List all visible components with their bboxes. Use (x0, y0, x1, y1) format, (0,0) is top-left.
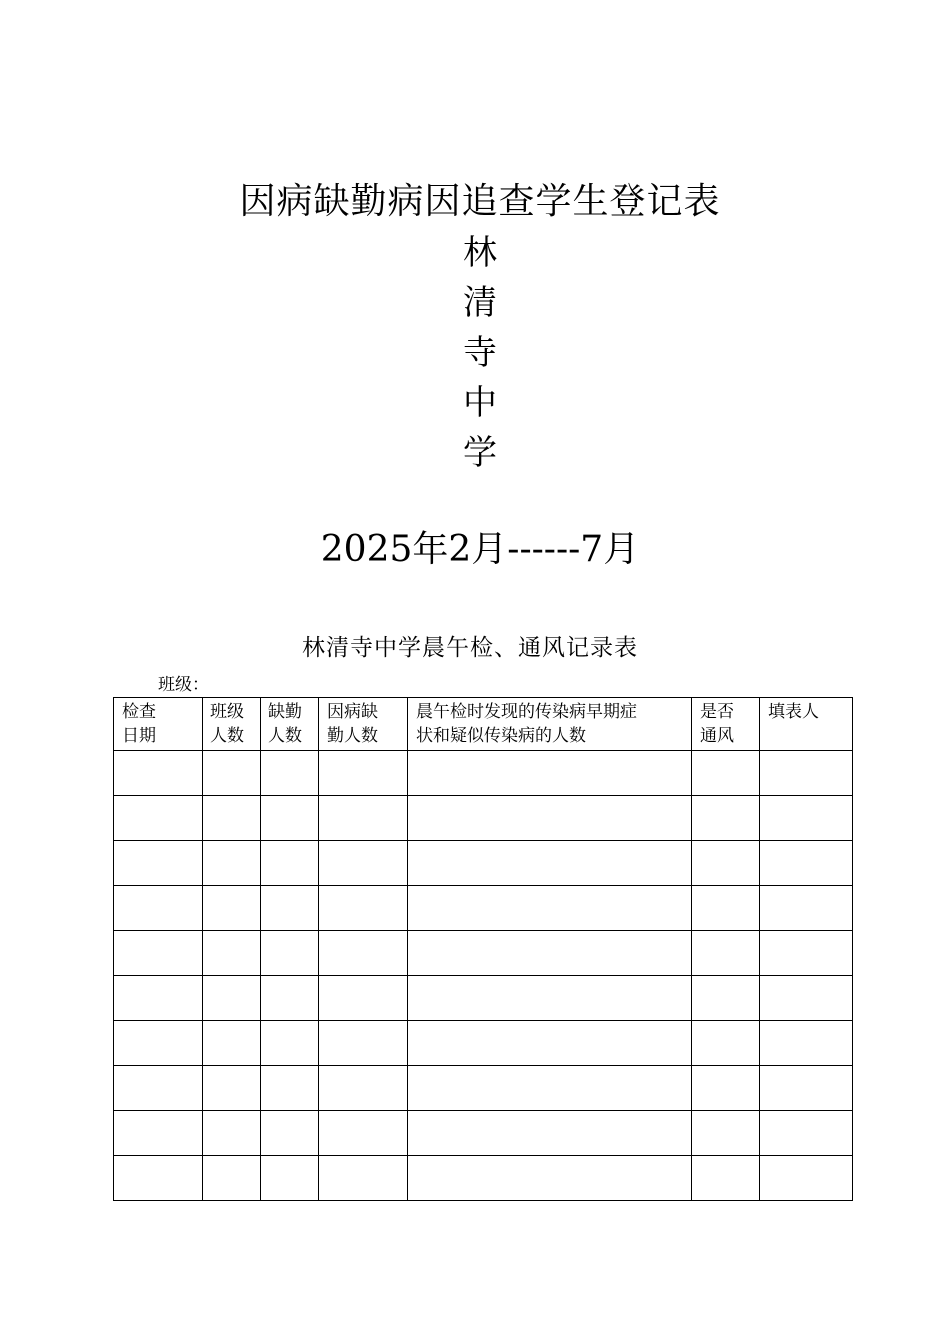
table-cell[interactable] (261, 1066, 319, 1111)
table-cell[interactable] (760, 931, 853, 976)
table-row (114, 886, 853, 931)
table-header-row (114, 698, 853, 751)
table-cell[interactable] (114, 886, 203, 931)
record-table (113, 697, 853, 1201)
header-class-size (203, 698, 261, 751)
table-cell[interactable] (692, 796, 760, 841)
table-cell[interactable] (319, 886, 408, 931)
table-cell[interactable] (408, 976, 692, 1021)
table-cell[interactable] (319, 931, 408, 976)
table-cell[interactable] (203, 931, 261, 976)
table-cell[interactable] (114, 1066, 203, 1111)
table-row (114, 1021, 853, 1066)
school-name-char: 清 (463, 283, 497, 323)
table-row (114, 841, 853, 886)
table-cell[interactable] (114, 1156, 203, 1201)
table-cell[interactable] (692, 931, 760, 976)
table-cell[interactable] (261, 751, 319, 796)
table-cell[interactable] (319, 796, 408, 841)
table-cell[interactable] (203, 1111, 261, 1156)
school-name-char: 学 (463, 433, 497, 473)
table-cell[interactable] (319, 1111, 408, 1156)
table-row (114, 976, 853, 1021)
table-cell[interactable] (114, 976, 203, 1021)
table-cell[interactable] (114, 841, 203, 886)
table-cell[interactable] (692, 751, 760, 796)
table-cell[interactable] (408, 751, 692, 796)
table-cell[interactable] (203, 1156, 261, 1201)
header-line: 日期 (122, 726, 156, 746)
header-line: 因病缺 (327, 702, 378, 722)
table-cell[interactable] (261, 841, 319, 886)
table-cell[interactable] (408, 1021, 692, 1066)
table-cell[interactable] (261, 976, 319, 1021)
table-cell[interactable] (760, 1156, 853, 1201)
header-check-date (114, 698, 203, 751)
table-cell[interactable] (760, 976, 853, 1021)
table-cell[interactable] (203, 886, 261, 931)
document-title: 因病缺勤病因追查学生登记表 (239, 181, 721, 222)
table-cell[interactable] (760, 751, 853, 796)
table-cell[interactable] (261, 1021, 319, 1066)
school-name-char: 中 (463, 383, 497, 423)
class-label: 班级： (158, 675, 209, 695)
header-ventilated (692, 698, 760, 751)
table-cell[interactable] (408, 796, 692, 841)
table-cell[interactable] (203, 841, 261, 886)
table-cell[interactable] (261, 1111, 319, 1156)
header-filled-by (760, 698, 853, 751)
header-symptoms-count (408, 698, 692, 751)
table-cell[interactable] (114, 796, 203, 841)
table-cell[interactable] (408, 1156, 692, 1201)
table-cell[interactable] (114, 931, 203, 976)
table-cell[interactable] (760, 841, 853, 886)
table-cell[interactable] (261, 886, 319, 931)
table-cell[interactable] (203, 796, 261, 841)
school-name-char: 林 (463, 233, 497, 273)
table-row (114, 1066, 853, 1111)
table-cell[interactable] (408, 1066, 692, 1111)
table-cell[interactable] (408, 1111, 692, 1156)
header-line: 人数 (268, 726, 302, 746)
table-cell[interactable] (692, 976, 760, 1021)
table-cell[interactable] (114, 751, 203, 796)
header-line: 晨午检时发现的传染病早期症 (416, 702, 637, 722)
table-cell[interactable] (408, 886, 692, 931)
table-cell[interactable] (692, 1066, 760, 1111)
table-title: 林清寺中学晨午检、通风记录表 (302, 635, 638, 661)
table-cell[interactable] (319, 841, 408, 886)
header-absent-count (261, 698, 319, 751)
table-cell[interactable] (760, 1066, 853, 1111)
table-cell[interactable] (760, 1021, 853, 1066)
table-cell[interactable] (203, 1021, 261, 1066)
header-sick-absent-count (319, 698, 408, 751)
table-cell[interactable] (319, 751, 408, 796)
header-line: 填表人 (768, 702, 819, 722)
table-cell[interactable] (692, 1111, 760, 1156)
table-cell[interactable] (692, 886, 760, 931)
header-line: 状和疑似传染病的人数 (416, 726, 586, 746)
table-cell[interactable] (261, 1156, 319, 1201)
table-cell[interactable] (319, 976, 408, 1021)
table-cell[interactable] (692, 1021, 760, 1066)
table-cell[interactable] (408, 931, 692, 976)
header-line: 缺勤 (268, 702, 302, 722)
header-line: 勤人数 (327, 726, 378, 746)
table-cell[interactable] (319, 1021, 408, 1066)
table-row (114, 1111, 853, 1156)
table-cell[interactable] (760, 796, 853, 841)
table-row (114, 796, 853, 841)
header-line: 班级 (210, 702, 244, 722)
header-line: 通风 (700, 726, 734, 746)
table-row (114, 751, 853, 796)
table-cell[interactable] (114, 1111, 203, 1156)
school-name-char: 寺 (463, 333, 497, 373)
table-cell[interactable] (760, 886, 853, 931)
table-cell[interactable] (261, 796, 319, 841)
table-cell[interactable] (692, 1156, 760, 1201)
table-cell[interactable] (408, 841, 692, 886)
table-cell[interactable] (261, 931, 319, 976)
date-range: 2025年2月------7月 (320, 529, 640, 570)
header-line: 人数 (210, 726, 244, 746)
table-cell[interactable] (114, 1021, 203, 1066)
school-name-vertical (455, 228, 505, 478)
header-line: 检查 (122, 702, 156, 722)
header-line: 是否 (700, 702, 734, 722)
table-row (114, 1156, 853, 1201)
table-cell[interactable] (760, 1111, 853, 1156)
table-cell[interactable] (692, 841, 760, 886)
table-cell[interactable] (203, 1066, 261, 1111)
table-cell[interactable] (203, 976, 261, 1021)
table-cell[interactable] (319, 1156, 408, 1201)
table-cell[interactable] (319, 1066, 408, 1111)
table-row (114, 931, 853, 976)
table-body (114, 751, 853, 1201)
table-cell[interactable] (203, 751, 261, 796)
